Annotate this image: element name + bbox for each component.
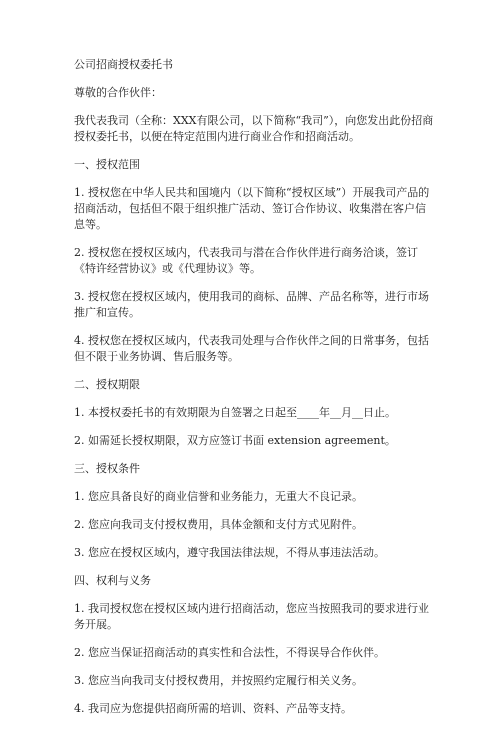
document-title: 公司招商授权委托书 [74,58,173,71]
rights-item-2: 2. 您应当保证招商活动的真实性和合法性，不得误导合作伙伴。 [74,646,385,659]
conditions-item-3: 3. 您应在授权区域内，遵守我国法律法规，不得从事违法活动。 [74,546,385,559]
rights-item-1: 1. 我司授权您在授权区域内进行招商活动，您应当按照我司的要求进行业务开展。 [74,602,429,631]
section-heading-conditions: 三、授权条件 [74,462,140,475]
term-item-1: 1. 本授权委托书的有效期限为自签署之日起至____年__月__日止。 [74,406,396,419]
section-heading-rights: 四、权利与义务 [74,574,151,587]
section-heading-scope: 一、授权范围 [74,158,140,171]
rights-item-3: 3. 您应当向我司支付授权费用，并按照约定履行相关义务。 [74,674,363,687]
document-body [74,57,434,729]
scope-item-4: 4. 授权您在授权区域内，代表我司处理与合作伙伴之间的日常事务，包括但不限于业务协调、售后服务等。 [74,334,429,363]
conditions-item-1: 1. 您应具备良好的商业信誉和业务能力，无重大不良记录。 [74,490,363,503]
section-heading-term: 二、授权期限 [74,378,140,391]
term-item-2: 2. 如需延长授权期限，双方应签订书面 extension agreement。 [74,434,396,447]
intro-paragraph: 我代表我司（全称：XXX有限公司，以下简称“我司”），向您发出此份招商授权委托书，以便在特定范围内进行商业合作和招商活动。 [74,114,434,143]
salutation: 尊敬的合作伙伴： [74,86,162,99]
rights-item-4: 4. 我司应为您提供招商所需的培训、资料、产品等支持。 [74,702,352,715]
scope-item-3: 3. 授权您在授权区域内，使用我司的商标、品牌、产品名称等，进行市场推广和宣传。 [74,290,429,319]
scope-item-2: 2. 授权您在授权区域内，代表我司与潜在合作伙伴进行商务洽谈，签订《特许经营协议》或《代理协议》等。 [74,246,418,275]
scope-item-1: 1. 授权您在中华人民共和国境内（以下简称“授权区域”）开展我司产品的招商活动，包括但不限于组织推广活动、签订合作协议、收集潜在客户信息等。 [74,186,430,231]
conditions-item-2: 2. 您应向我司支付授权费用，具体金额和支付方式见附件。 [74,518,363,531]
